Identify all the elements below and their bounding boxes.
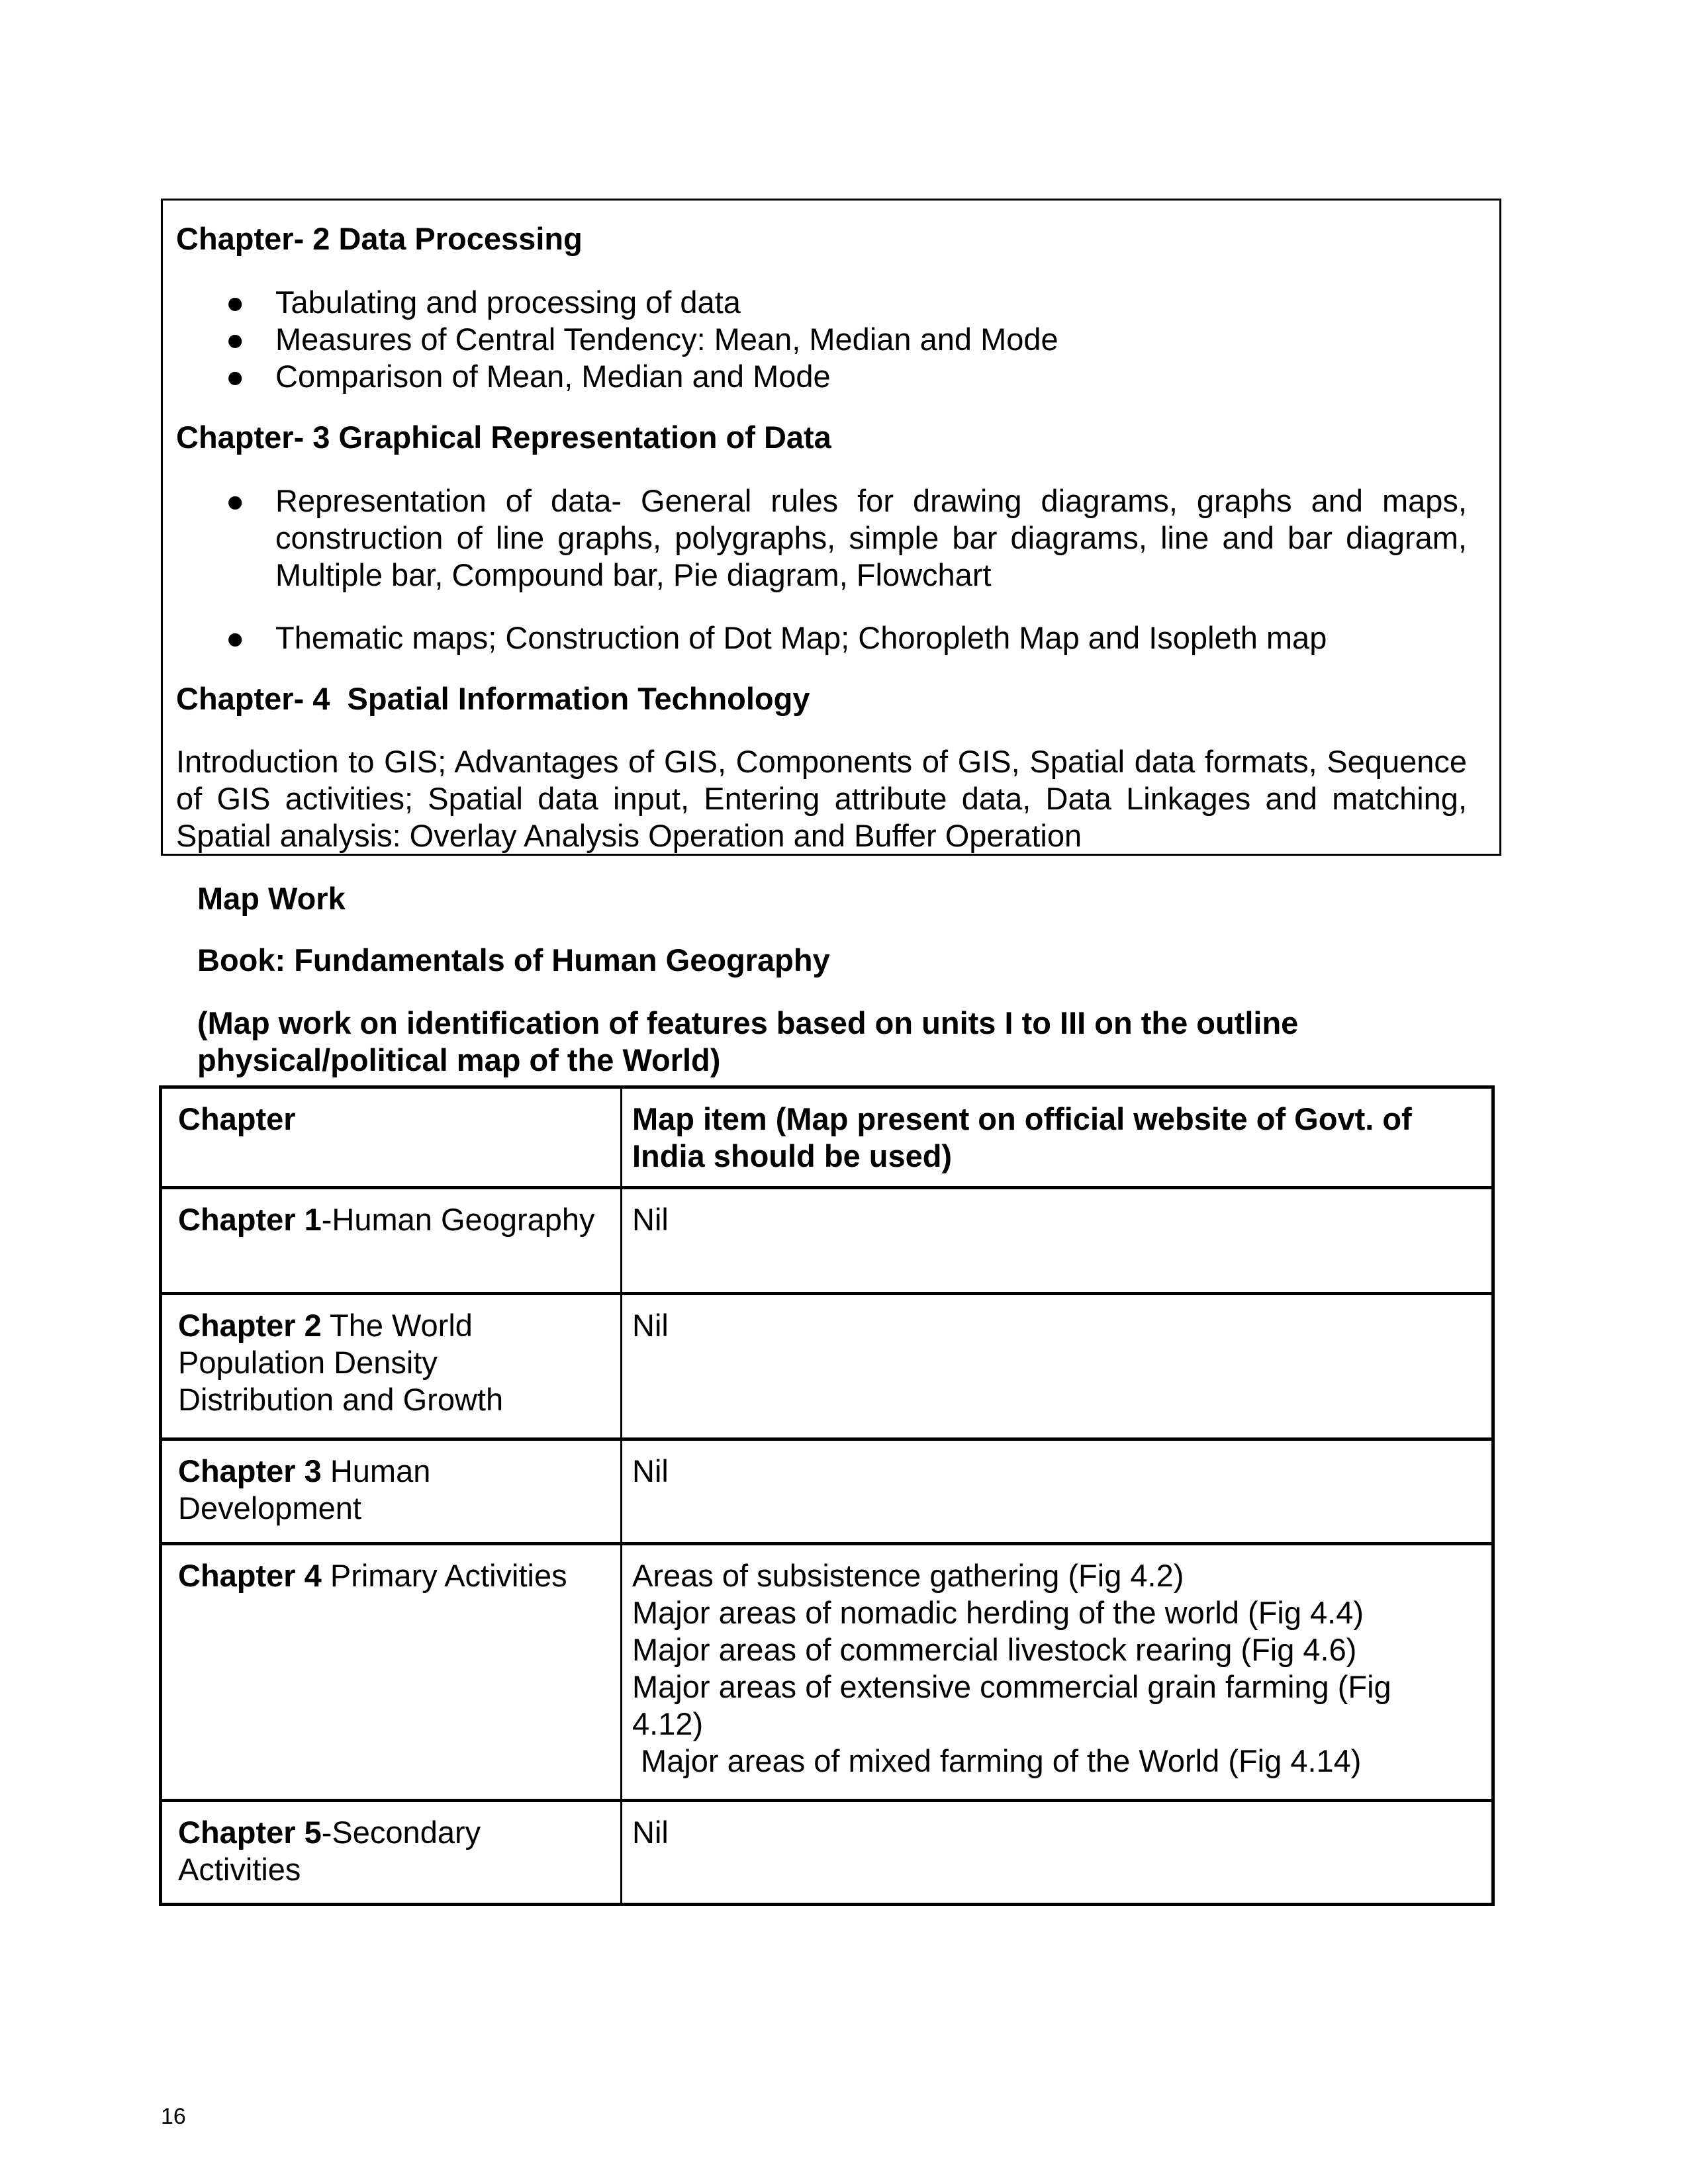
chapter-name: -Secondary Activities	[178, 1815, 481, 1887]
chapter-name: -Human Geography	[321, 1202, 595, 1237]
chapter-number: Chapter 4	[178, 1558, 322, 1593]
map-item-cell: Nil	[632, 1308, 669, 1343]
chapter-cell	[178, 1201, 602, 1238]
map-item: Major areas of nomadic herding of the world (Fig 4.4)	[632, 1595, 1364, 1630]
bullet-icon: ●	[226, 483, 245, 518]
chapter-2-bullet: Measures of Central Tendency: Mean, Median and Mode	[275, 322, 1058, 357]
map-item: Major areas of mixed farming of the World (Fig 4.14)	[632, 1743, 1362, 1778]
map-work-heading: Map Work	[197, 881, 346, 916]
book-title: Book: Fundamentals of Human Geography	[197, 942, 830, 978]
map-work-note: (Map work on identification of features based on units I to III on the outline physical/political map of the World)	[197, 1005, 1299, 1077]
header-map-item: Map item (Map present on official website of Govt. of India should be used)	[632, 1101, 1412, 1173]
chapter-name: The World Population Density Distribution and Growth	[178, 1308, 504, 1417]
chapter-2-bullet: Tabulating and processing of data	[275, 285, 741, 320]
bullet-icon: ●	[226, 322, 245, 357]
chapter-number: Chapter 1	[178, 1202, 322, 1237]
chapter-3-title: Chapter- 3 Graphical Representation of Data	[176, 420, 831, 455]
bullet-icon: ●	[226, 285, 245, 320]
chapter-number: Chapter 2	[178, 1308, 322, 1343]
page-number: 16	[161, 2104, 186, 2129]
chapter-cell	[178, 1557, 602, 1594]
chapter-name: Human Development	[178, 1453, 431, 1525]
chapter-3-bullet: Thematic maps; Construction of Dot Map; Choropleth Map and Isopleth map	[275, 620, 1327, 655]
map-item: Major areas of extensive commercial grain farming (Fig 4.12)	[632, 1669, 1391, 1741]
table-row	[162, 1292, 1491, 1437]
chapter-cell	[178, 1453, 476, 1527]
table-row	[162, 1437, 1491, 1542]
bullet-icon: ●	[226, 620, 245, 655]
chapter-4-body: Introduction to GIS; Advantages of GIS, Components of GIS, Spatial data formats, Sequence of GIS activities; Spatial data input, Entering attribute data, Data Linkages and matching, Spatial analysis: Overlay Analysis Operation and Buffer Operation	[176, 744, 1467, 853]
bullet-icon: ●	[226, 359, 245, 394]
chapter-cell	[178, 1814, 522, 1888]
header-chapter: Chapter	[178, 1101, 296, 1136]
table-header-row	[162, 1089, 1491, 1186]
chapter-number: Chapter 5	[178, 1815, 322, 1850]
map-item: Major areas of commercial livestock rearing (Fig 4.6)	[632, 1632, 1357, 1667]
chapter-4-title: Chapter- 4 Spatial Information Technology	[176, 681, 810, 716]
map-item: Areas of subsistence gathering (Fig 4.2)	[632, 1558, 1184, 1593]
chapter-3-bullet: Representation of data- General rules for drawing diagrams, graphs and maps, construction of line graphs, polygraphs, simple bar diagrams, line and bar diagram, Multiple bar, Compound bar, Pie diagram, Flowchart	[275, 483, 1467, 592]
table-row	[162, 1799, 1491, 1906]
table-row	[162, 1186, 1491, 1292]
chapter-name: Primary Activities	[321, 1558, 567, 1593]
chapter-2-title: Chapter- 2 Data Processing	[176, 221, 583, 256]
map-item-cell	[632, 1557, 1453, 1780]
chapter-number: Chapter 3	[178, 1453, 322, 1488]
chapter-2-bullet: Comparison of Mean, Median and Mode	[275, 359, 831, 394]
syllabus-box	[161, 199, 1501, 856]
map-item-cell: Nil	[632, 1453, 669, 1488]
map-item-cell: Nil	[632, 1815, 669, 1850]
table-row	[162, 1542, 1491, 1799]
chapter-cell	[178, 1307, 549, 1418]
map-item-cell: Nil	[632, 1202, 669, 1237]
map-table	[159, 1085, 1495, 1906]
